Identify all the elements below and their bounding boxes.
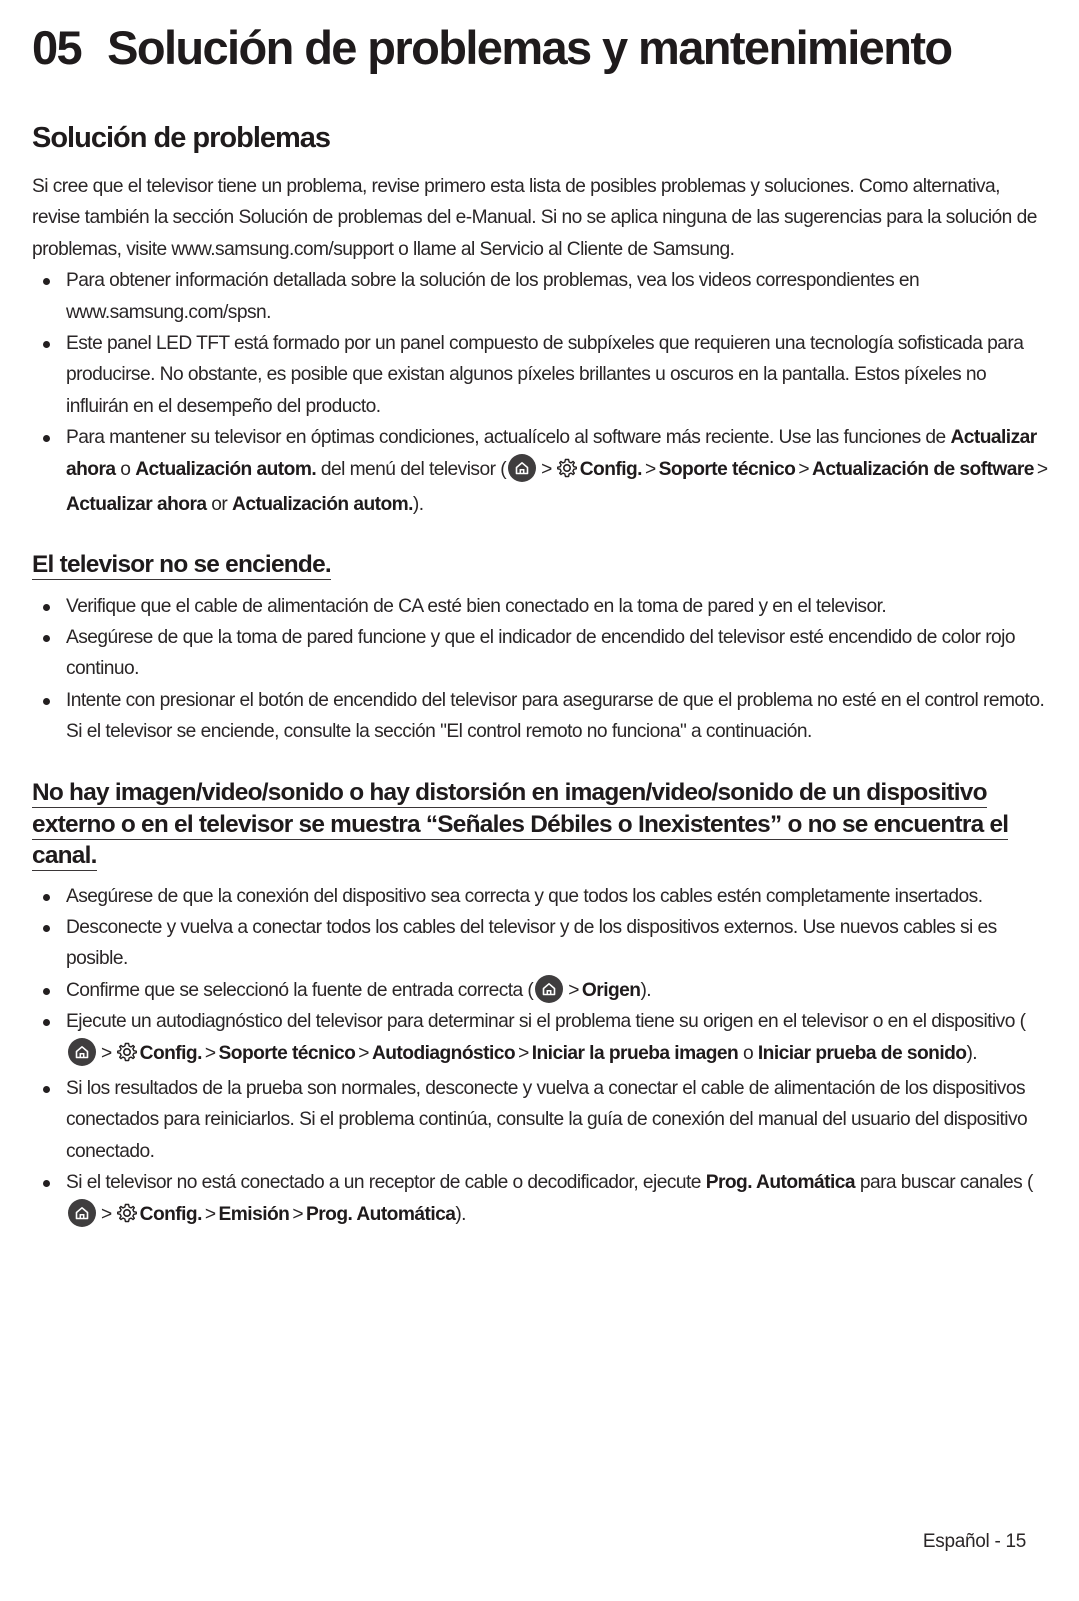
- bullet-text: para buscar canales (: [855, 1172, 1033, 1194]
- bullet-dot: [43, 341, 50, 348]
- bullet-text: Para obtener información detallada sobre la solución de los problemas, vea los videos correspondientes en www.samsung.com/spsn.: [66, 270, 920, 323]
- chevron-separator: >: [204, 1042, 216, 1064]
- home-icon: [535, 975, 563, 1003]
- bullet-text: Asegúrese de que la toma de pared funcione y que el indicador de encendido del televisor esté encendido de color rojo continuo.: [66, 626, 1016, 680]
- page-number: Español - 15: [922, 1531, 1026, 1552]
- list-item: [32, 328, 1052, 422]
- list-item: [32, 622, 1052, 685]
- subsection-title-text: canal.: [32, 842, 97, 869]
- bullet-text: del menú del televisor (: [316, 458, 507, 480]
- chevron-separator: >: [1036, 458, 1048, 480]
- menu-item-update-now: Actualizar ahora: [66, 427, 1037, 480]
- bullet-text: ).: [412, 494, 424, 516]
- gear-icon: [116, 1202, 138, 1234]
- chevron-separator: >: [358, 1042, 369, 1064]
- chevron-separator: >: [292, 1203, 303, 1225]
- list-item: [32, 1167, 1052, 1234]
- power-bullet-list: [32, 591, 1052, 748]
- bullet-dot: [43, 698, 50, 705]
- bullet-text: Este panel LED TFT está formado por un panel compuesto de subpíxeles que requieren una tecnología sofisticada para producirse. No obstante, es posible que existan algunos píxeles brillantes u oscuros en la pantalla. Estos píxeles no influirán en el desempeño del producto.: [66, 333, 1024, 417]
- home-icon: [68, 1038, 96, 1066]
- bullet-dot: [43, 988, 50, 995]
- menu-item-auto-program: Prog. Automática: [705, 1172, 856, 1194]
- bullet-text: ).: [966, 1042, 978, 1064]
- menu-item-auto-update: Actualización autom.: [232, 494, 413, 516]
- chevron-separator: >: [204, 1203, 216, 1225]
- chevron-separator: >: [541, 458, 552, 480]
- section-title: Solución de problemas: [32, 122, 331, 154]
- picture-bullet-list: [32, 881, 1052, 1234]
- home-icon: [68, 1199, 96, 1227]
- intro-bullet-list: [32, 265, 1052, 520]
- bullet-dot: [43, 1019, 50, 1026]
- gear-icon: [116, 1041, 138, 1073]
- chevron-separator: >: [101, 1203, 112, 1225]
- intro-block: [32, 171, 1052, 520]
- menu-item-support: Soporte técnico: [658, 458, 796, 480]
- chapter-number: 05: [32, 21, 82, 74]
- list-item: [32, 265, 1052, 328]
- bullet-text: Asegúrese de que la conexión del dispositivo sea correcta y que todos los cables estén completamente insertados.: [66, 885, 983, 907]
- bullet-text: Ejecute un autodiagnóstico del televisor para determinar si el problema tiene su origen en el televisor o en el dispositivo (: [66, 1011, 1026, 1033]
- chevron-separator: >: [101, 1042, 112, 1064]
- list-item: [32, 422, 1052, 520]
- bullet-text: or: [206, 494, 233, 516]
- bullet-text: o: [115, 458, 136, 480]
- bullet-text: Intente con presionar el botón de encendido del televisor para asegurarse de que el problema no esté en el control remoto. Si el televisor se enciende, consulte la sección "El control remoto no funciona" a continuación.: [66, 689, 1045, 743]
- section-power: [32, 549, 1052, 748]
- menu-item-sound-test: Iniciar prueba de sonido: [757, 1042, 967, 1064]
- bullet-dot: [43, 278, 50, 285]
- menu-item-auto-update: Actualización autom.: [135, 458, 317, 480]
- bullet-dot: [43, 925, 50, 932]
- menu-item-config: Config.: [139, 1203, 202, 1225]
- chevron-separator: >: [798, 458, 810, 480]
- menu-item-self-diagnosis: Autodiagnóstico: [371, 1042, 516, 1064]
- list-item: [32, 1073, 1052, 1167]
- bullet-text: o: [738, 1042, 758, 1064]
- gear-icon: [556, 457, 578, 489]
- subsection-title-text: externo o en el televisor se muestra “Señales Débiles o Inexistentes” o no se encuentra el: [32, 810, 1009, 838]
- bullet-dot: [43, 635, 50, 642]
- menu-item-auto-program: Prog. Automática: [306, 1203, 456, 1225]
- bullet-dot: [43, 894, 50, 901]
- chevron-separator: >: [644, 458, 656, 480]
- list-item: [32, 1006, 1052, 1073]
- list-item: [32, 881, 1052, 912]
- bullet-text: Confirme que se seleccionó la fuente de entrada correcta (: [66, 979, 534, 1001]
- bullet-dot: [43, 1180, 50, 1187]
- bullet-text: Verifique que el cable de alimentación de CA esté bien conectado en la toma de pared y en el televisor.: [66, 595, 887, 617]
- bullet-text: Si el televisor no está conectado a un receptor de cable o decodificador, ejecute: [66, 1172, 706, 1194]
- list-item: [32, 685, 1052, 748]
- menu-item-broadcast: Emisión: [218, 1203, 290, 1225]
- chevron-separator: >: [568, 979, 579, 1001]
- list-item: [32, 975, 1052, 1006]
- bullet-text: Desconecte y vuelva a conectar todos los cables del televisor y de los dispositivos externos. Use nuevos cables si es posible.: [66, 916, 997, 970]
- subsection-title-text: No hay imagen/video/sonido o hay distorsión en imagen/video/sonido de un dispositivo: [32, 779, 987, 806]
- subsection-title: [32, 777, 1052, 872]
- bullet-text: Para mantener su televisor en óptimas condiciones, actualícelo al software más reciente. Use las funciones de: [66, 427, 951, 449]
- menu-item-software-update: Actualización de software: [812, 458, 1034, 480]
- bullet-dot: [43, 604, 50, 611]
- subsection-title: [32, 549, 1052, 581]
- menu-item-support: Soporte técnico: [218, 1042, 356, 1064]
- menu-item-config: Config.: [579, 458, 642, 480]
- menu-item-source: Origen: [581, 979, 641, 1001]
- bullet-dot: [43, 1086, 50, 1093]
- bullet-text: Si los resultados de la prueba son normales, desconecte y vuelva a conectar el cable de alimentación de los dispositivos conectados para reiniciarlos. Si el problema continúa, consulte la guía de conexión del manual del usuario del dispositivo conectado.: [66, 1077, 1028, 1162]
- section-picture: [32, 777, 1052, 1234]
- home-icon: [508, 454, 536, 482]
- bullet-text: ).: [455, 1203, 466, 1225]
- menu-item-config: Config.: [139, 1042, 202, 1064]
- chevron-separator: >: [518, 1042, 529, 1064]
- intro-paragraph: Si cree que el televisor tiene un problema, revise primero esta lista de posibles problemas y soluciones. Como alternativa, revise también la sección Solución de problemas del e-Manual. Si no se aplica ninguna de las sugerencias para la solución de problemas, visite www.samsung.com/support o llame al Servicio al Cliente de Samsung.: [32, 176, 1037, 260]
- subsection-title-text: El televisor no se enciende.: [32, 551, 331, 578]
- chapter-title-text: Solución de problemas y mantenimiento: [107, 21, 952, 74]
- list-item: [32, 591, 1052, 622]
- menu-item-picture-test: Iniciar la prueba imagen: [531, 1042, 739, 1064]
- list-item: [32, 912, 1052, 975]
- menu-item-update-now: Actualizar ahora: [66, 494, 207, 516]
- chapter-title: [32, 20, 952, 75]
- bullet-text: ).: [640, 979, 652, 1001]
- bullet-dot: [43, 435, 50, 442]
